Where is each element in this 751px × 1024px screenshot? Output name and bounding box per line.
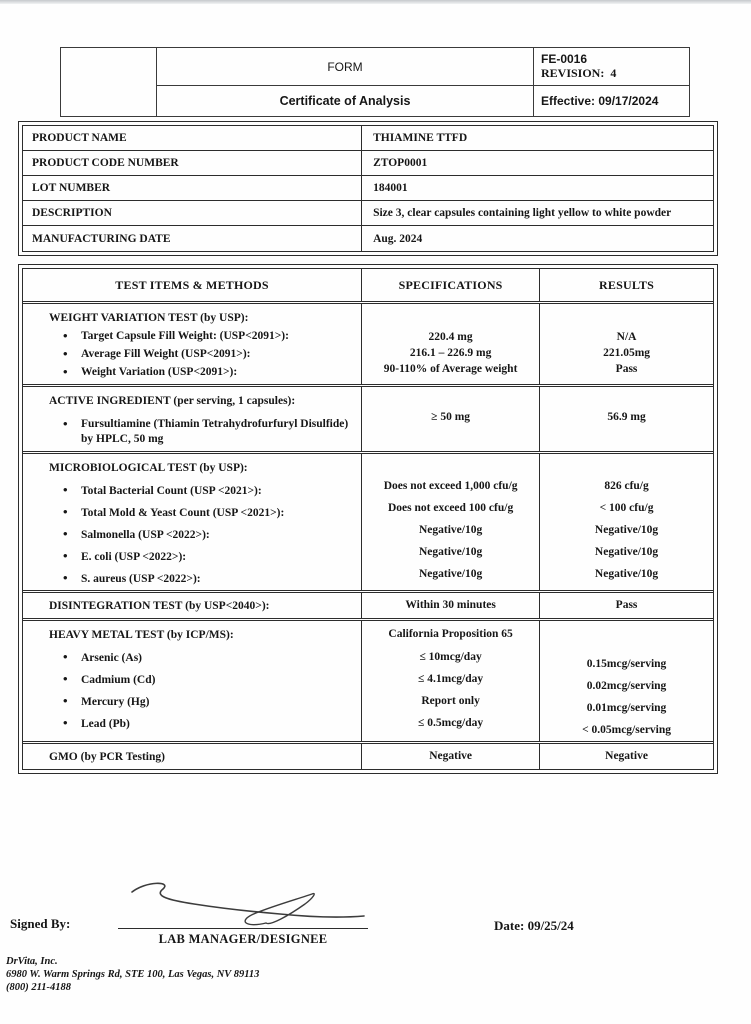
result-value: < 100 cfu/g — [599, 502, 654, 514]
spec-value: ≤ 10mcg/day — [419, 651, 482, 663]
test-item: • E. coli (USP <2022>): — [63, 550, 353, 564]
company-address: 6980 W. Warm Springs Rd, STE 100, Las Vegas, NV 89113 — [6, 969, 260, 980]
test-item: • Mercury (Hg) — [63, 695, 353, 709]
section-heading: HEAVY METAL TEST (by ICP/MS): — [49, 629, 234, 641]
test-item: • Total Mold & Yeast Count (USP <2021>): — [63, 506, 353, 520]
section-heading: ACTIVE INGREDIENT (per serving, 1 capsules): — [49, 395, 296, 407]
test-item: • S. aureus (USP <2022>): — [63, 572, 353, 586]
result-value: 0.02mcg/serving — [586, 680, 667, 692]
result-value: Negative/10g — [594, 546, 659, 558]
col-header-results: RESULTS — [539, 269, 713, 301]
result-value: 56.9 mg — [607, 410, 646, 423]
result-value: Negative/10g — [594, 568, 659, 580]
product-info-row — [23, 226, 713, 251]
result-value: Pass — [615, 599, 638, 611]
spec-header: California Proposition 65 — [388, 628, 513, 640]
product-info-row — [23, 151, 713, 176]
test-item: • Average Fill Weight (USP<2091>): — [63, 347, 353, 362]
test-results-table — [18, 264, 718, 774]
signature-image — [118, 878, 368, 928]
description-value: Size 3, clear capsules containing light yellow to white powder — [361, 201, 713, 225]
spec-value: Within 30 minutes — [405, 599, 496, 611]
result-value: 826 cfu/g — [604, 480, 649, 492]
result-value: < 0.05mcg/serving — [582, 724, 672, 736]
spec-value: Negative — [429, 750, 472, 762]
product-info-row — [23, 201, 713, 226]
spec-value: Report only — [421, 695, 480, 707]
section-gmo — [23, 741, 713, 769]
signed-by-label: Signed By: — [10, 916, 71, 931]
section-heading: MICROBIOLOGICAL TEST (by USP): — [49, 462, 248, 474]
signer-title: LAB MANAGER/DESIGNEE — [158, 932, 328, 946]
test-item: • Fursultiamine (Thiamin Tetrahydrofurfuryl Disulfide) by HPLC, 50 mg — [63, 417, 353, 447]
spec-value: Negative/10g — [418, 568, 483, 580]
col-header-test-items: TEST ITEMS & METHODS — [115, 277, 269, 292]
form-header-table — [60, 47, 690, 117]
signature-date: Date: 09/25/24 — [494, 918, 574, 933]
spec-value: ≥ 50 mg — [431, 410, 471, 423]
revision-number: REVISION: 4 — [541, 66, 617, 80]
product-code-value: ZTOP0001 — [361, 151, 713, 175]
result-value: Negative — [605, 750, 648, 762]
test-item: • Lead (Pb) — [63, 717, 353, 731]
result-value: 0.15mcg/serving — [586, 658, 667, 670]
result-value: 0.01mcg/serving — [586, 702, 667, 714]
description-label: DESCRIPTION — [32, 207, 112, 219]
scan-artifact-strip — [0, 0, 751, 4]
col-header-specifications: SPECIFICATIONS — [361, 269, 539, 301]
section-heavy-metal — [23, 618, 713, 741]
product-name-label: PRODUCT NAME — [32, 132, 127, 144]
product-code-label: PRODUCT CODE NUMBER — [32, 157, 179, 169]
section-active-ingredient — [23, 384, 713, 451]
effective-date: Effective: 09/17/2024 — [533, 86, 689, 116]
manufacturing-date-label: MANUFACTURING DATE — [32, 232, 171, 245]
form-header-empty-cell — [61, 48, 156, 116]
result-value: Pass — [615, 363, 638, 375]
form-number: FE-0016 — [541, 52, 588, 66]
spec-value: 90-110% of Average weight — [383, 363, 518, 375]
lot-number-label: LOT NUMBER — [32, 182, 111, 194]
spec-value: 216.1 – 226.9 mg — [409, 347, 492, 359]
company-phone: (800) 211-4188 — [6, 982, 72, 993]
result-value: Negative/10g — [594, 524, 659, 536]
form-label: FORM — [156, 48, 533, 86]
section-heading: GMO (by PCR Testing) — [49, 750, 165, 763]
company-footer — [6, 955, 259, 994]
product-info-row — [23, 126, 713, 151]
result-value: 221.05mg — [603, 347, 651, 359]
spec-value: Does not exceed 1,000 cfu/g — [383, 480, 518, 492]
test-item: • Salmonella (USP <2022>): — [63, 528, 353, 542]
test-item: • Target Capsule Fill Weight: (USP<2091>): — [63, 329, 353, 344]
test-item: • Weight Variation (USP<2091>): — [63, 365, 353, 380]
test-item: • Cadmium (Cd) — [63, 673, 353, 687]
spec-value: Does not exceed 100 cfu/g — [388, 502, 514, 514]
product-info-row — [23, 176, 713, 201]
section-microbiological — [23, 451, 713, 590]
company-name: DrVita, Inc. — [6, 956, 58, 967]
manufacturing-date-value: Aug. 2024 — [361, 226, 713, 251]
test-item: • Total Bacterial Count (USP <2021>): — [63, 484, 353, 498]
document-title: Certificate of Analysis — [156, 86, 533, 116]
section-disintegration — [23, 590, 713, 618]
spec-value: ≤ 4.1mcg/day — [418, 673, 484, 685]
section-weight-variation — [23, 301, 713, 384]
product-name-value: THIAMINE TTFD — [361, 126, 713, 150]
spec-value: Negative/10g — [418, 546, 483, 558]
form-number-cell — [533, 48, 689, 86]
result-value: N/A — [616, 331, 637, 343]
signature-block — [118, 878, 368, 947]
lot-number-value: 184001 — [361, 176, 713, 200]
section-heading: DISINTEGRATION TEST (by USP<2040>): — [49, 599, 270, 612]
product-info-table — [18, 121, 718, 256]
section-heading: WEIGHT VARIATION TEST (by USP): — [49, 312, 249, 324]
spec-value: Negative/10g — [418, 524, 483, 536]
signature-line — [118, 878, 368, 929]
test-table-header-row — [23, 269, 713, 301]
spec-value: ≤ 0.5mcg/day — [418, 717, 484, 729]
spec-value: 220.4 mg — [428, 331, 473, 343]
test-item: • Arsenic (As) — [63, 651, 353, 665]
